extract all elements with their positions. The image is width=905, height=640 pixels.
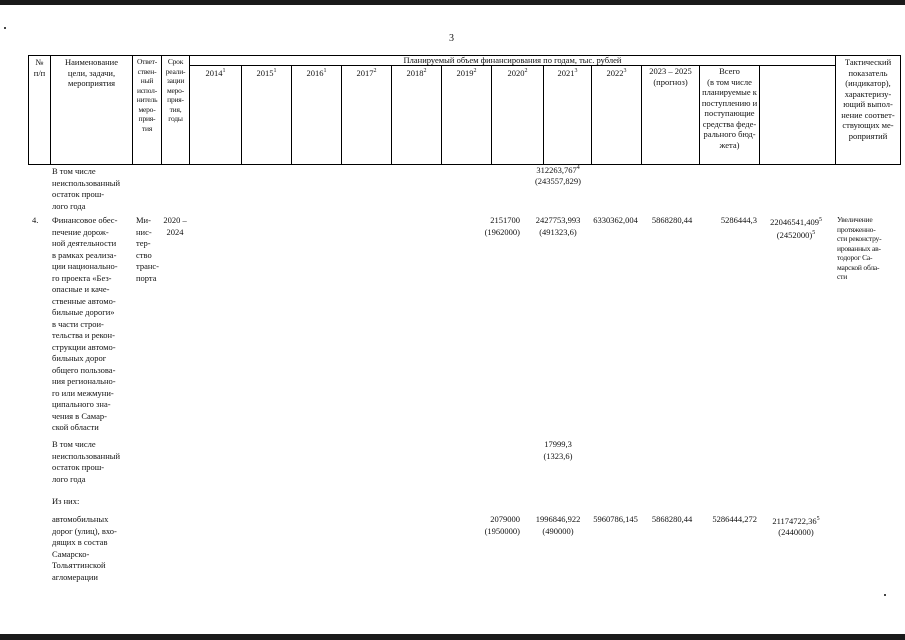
cell-total: 22046541,409$^5$ $(2452000)^5$ — [770, 216, 822, 241]
header-responsible: Ответ- ствен- ный испол- нитель меро- прия- тия — [136, 57, 158, 133]
scan-bottom-border — [0, 634, 905, 640]
header-year-2017: 2017$^2$ — [356, 67, 377, 78]
row-name: Финансовое обес- печение дорож- ной деятельности в рамках реализа- ции национально- го проекта «Без- опасные и каче- ственные автомо- бильные дороги» в части строи- тельства и рекон- струкции автомо- бильных дорог общего пользова- ния регионально- го или межмуни- ципального зна- чения в Самар- ской области — [52, 215, 118, 432]
row-name: автомобильных дорог (улиц), вхо- дящих в состав Самарско- Тольяттинской агломерации — [52, 514, 117, 582]
cell-2020: 312263,767$^4$ (243557,829) — [534, 164, 582, 187]
page-number: 3 — [449, 33, 454, 44]
row-name: В том числе неиспользованный остаток прош- лого года — [52, 166, 121, 211]
rule — [28, 164, 901, 165]
header-name: Наименование цели, задачи, мероприятия — [65, 57, 118, 88]
cell-2021: 6330362,004 — [593, 215, 638, 225]
row-responsible: Ми- нис- тер- ство транс- порта — [136, 215, 159, 283]
row-term: 2020 – 2024 — [163, 215, 187, 237]
scan-speck — [884, 594, 886, 596]
header-year-2018: 2018$^2$ — [406, 67, 427, 78]
header-financing-group: Планируемый объем финансирования по годам, тыс. рублей — [403, 55, 622, 65]
header-indicator: Тактический показатель (индикатор), характеризу- ющий выпол- нение соответ- ствующих ме- роприятий — [841, 57, 895, 141]
cell-2019: 2079000 (1950000) — [484, 514, 520, 536]
header-year-2020: 2020$^2$ — [507, 67, 528, 78]
cell-2022: 5868280,44 — [651, 215, 693, 225]
header-forecast: 2023 – 2025 (прогноз) — [649, 66, 692, 87]
header-year-2021: 2021$^3$ — [557, 67, 578, 78]
cell-2020: 17999,3 (1323,6) — [543, 439, 573, 461]
header-total: Всего (в том числе планируемые к поступлению и поступающие средства феде- рального бюд- жета) — [701, 66, 758, 150]
row-name: Из них: — [52, 496, 80, 506]
cell-forecast: 5286444,3 — [720, 215, 757, 225]
header-term: Срок реали- зации меро- прия- тия, годы — [165, 57, 186, 123]
row-number: 4. — [32, 215, 39, 225]
table-header — [28, 55, 901, 165]
header-year-2022: 2022$^3$ — [606, 67, 627, 78]
cell-2021: 5960786,145 — [593, 514, 638, 524]
cell-forecast: 5286444,272 — [712, 514, 757, 524]
cell-2020: 2427753,993 (491323,6) — [535, 215, 581, 237]
header-year-2019: 2019$^2$ — [456, 67, 477, 78]
cell-2020: 1996846,922 (490000) — [535, 514, 581, 536]
cell-total: 21174722,36$^5$ (2440000) — [772, 515, 820, 538]
scan-speck — [4, 27, 6, 29]
header-year-2016: 2016$^1$ — [306, 67, 327, 78]
header-year-2014: 2014$^1$ — [205, 67, 226, 78]
header-number: № п/п — [33, 57, 46, 78]
cell-indicator: Увеличение протяженно- сти реконстру- ированных ав- тодорог Са- марской обла- сти — [837, 215, 882, 281]
scan-top-border — [0, 0, 905, 5]
row-name: В том числе неиспользованный остаток прош- лого года — [52, 439, 121, 484]
cell-2019: 2151700 (1962000) — [484, 215, 520, 237]
cell-2022: 5868280,44 — [651, 514, 693, 524]
header-year-2015: 2015$^1$ — [256, 67, 277, 78]
